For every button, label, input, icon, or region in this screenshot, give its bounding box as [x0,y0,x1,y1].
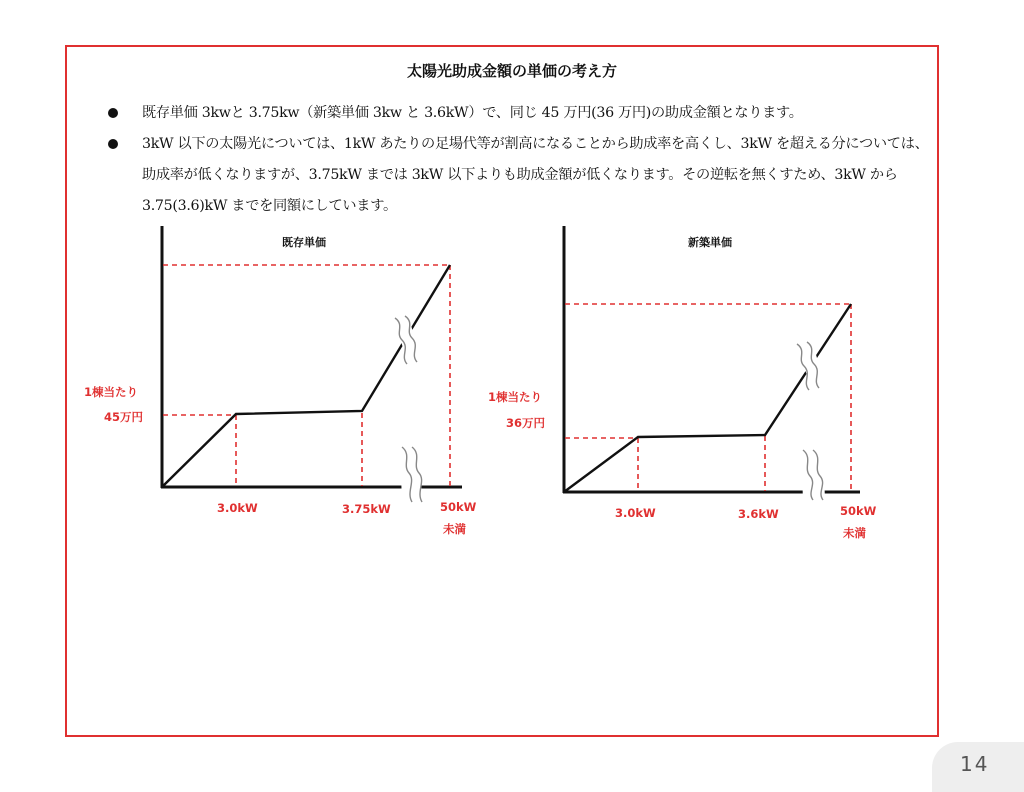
page-title: 太陽光助成金額の単価の考え方 [406,62,617,80]
page-number: 14 [960,752,990,776]
x-tick-label: 3.0kW [217,501,258,515]
x-tick-label: 3.6kW [738,507,779,521]
x-tick-label: 50kW [440,500,477,514]
chart-title: 既存単価 [282,236,326,249]
y-label-1: 1棟当たり [488,390,543,404]
y-label-1: 1棟当たり [84,385,139,399]
x-tick-label: 50kW [840,504,877,518]
x-tick-sub: 未満 [843,526,866,540]
bullet-text: 既存単価 3kwと 3.75kw（新築単価 3kw と 3.6kW）で、同じ 45 万円(36 万円)の助成金額となります。 [142,105,803,121]
x-tick-label: 3.0kW [615,506,656,520]
bullet-text: 3kW 以下の太陽光については、1kW あたりの足場代等が割高になることから助成率を高くし、3kW を超える分については、助成率が低くなりますが、3.75kW までは 3kW 以下よりも助成金額が低くなります。その逆転を無くすため、3kW から 3.75(3.6)kW までを同額にしています。 [142,136,929,214]
x-tick-label: 3.75kW [342,502,391,516]
y-label-2: 36万円 [506,416,546,430]
chart-title: 新築単価 [688,236,732,249]
x-tick-sub: 未満 [443,522,466,536]
y-label-2: 45万円 [104,410,144,424]
